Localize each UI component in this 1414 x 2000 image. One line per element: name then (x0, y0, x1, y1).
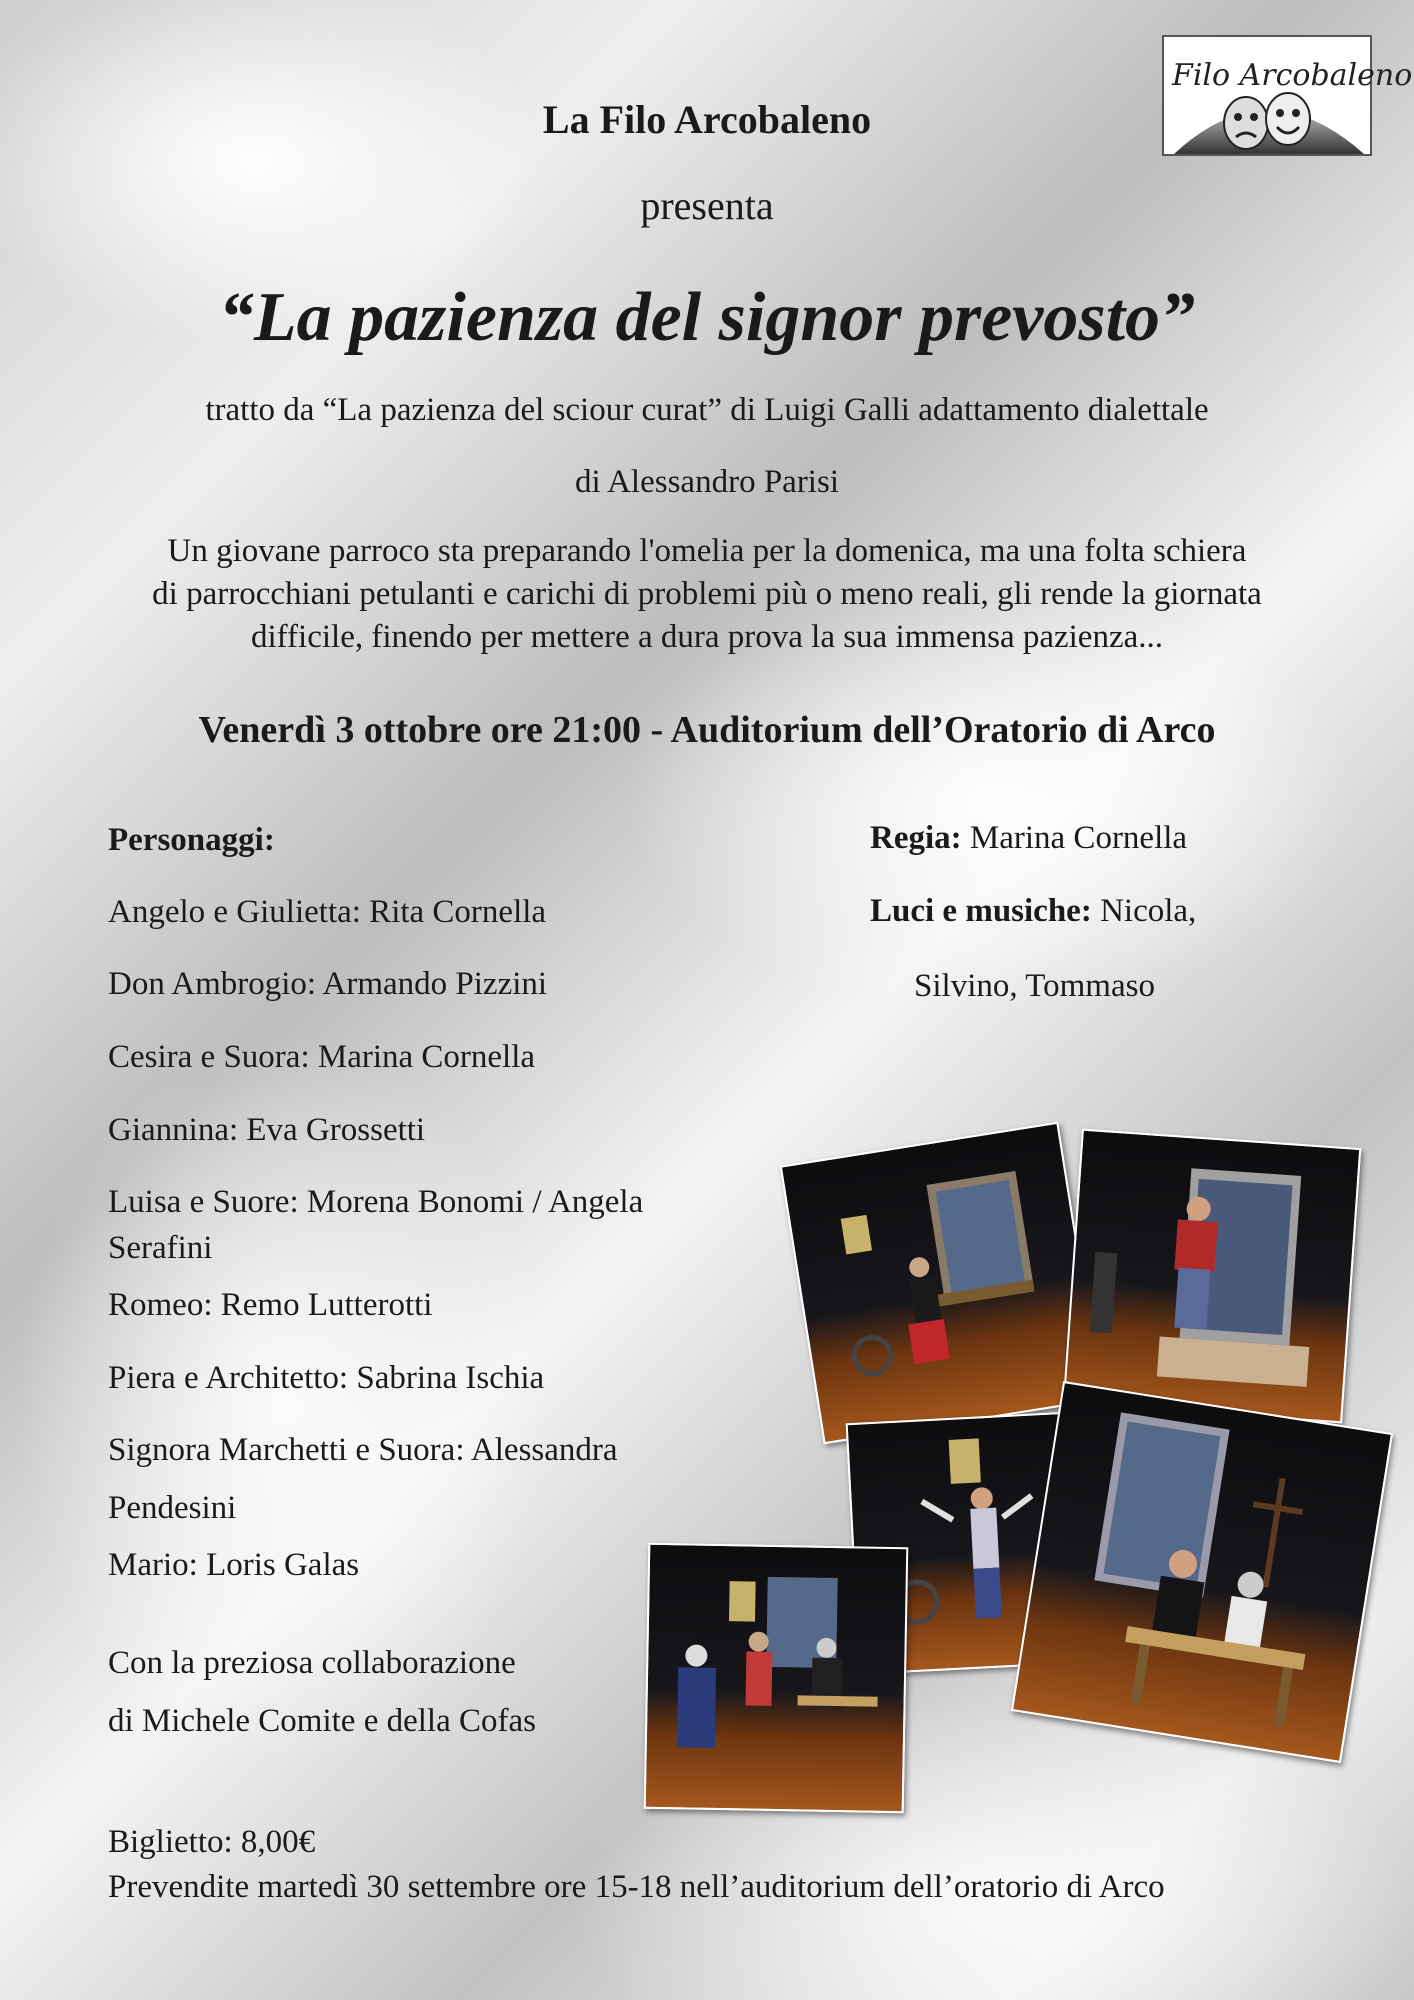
cast-item: Piera e Architetto: Sabrina Ischia (108, 1360, 545, 1396)
stage-photo-2 (1063, 1129, 1362, 1424)
collaboration-line: Con la preziosa collaborazione (108, 1645, 516, 1681)
presale-info: Prevendite martedì 30 settembre ore 15-18 nell’auditorium dell’oratorio di Arco (108, 1869, 1165, 1905)
cast-item: Signora Marchetti e Suora: Alessandra (108, 1432, 618, 1468)
play-adapter: di Alessandro Parisi (575, 464, 839, 500)
director-credit (870, 820, 1187, 857)
cast-item: Pendesini (108, 1490, 237, 1526)
ticket-price: Biglietto: 8,00€ (108, 1824, 316, 1860)
cast-item: Serafini (108, 1230, 213, 1266)
stage-photo-5 (644, 1543, 909, 1813)
director-value: Marina Cornella (961, 820, 1188, 856)
description-line: difficile, finendo per mettere a dura prova la sua immensa pazienza... (251, 619, 1163, 655)
stage-photo-1 (780, 1122, 1103, 1445)
cast-item: Mario: Loris Galas (108, 1547, 360, 1583)
cast-item: Luisa e Suore: Morena Bonomi / Angela (108, 1184, 644, 1220)
cast-item: Romeo: Remo Lutterotti (108, 1287, 433, 1323)
lights-music-credit (870, 893, 1196, 930)
lights-music-value-cont: Silvino, Tommaso (914, 968, 1155, 1004)
presents-label: presenta (640, 183, 774, 228)
cast-item: Giannina: Eva Grossetti (108, 1112, 426, 1148)
collaboration-line: di Michele Comite e della Cofas (108, 1703, 536, 1739)
play-description (100, 530, 1314, 659)
cast-item: Cesira e Suora: Marina Cornella (108, 1039, 536, 1075)
play-title: “La pazienza del signor prevosto” (218, 279, 1196, 356)
logo-text: Filo Arcobaleno (1172, 58, 1413, 93)
director-label: Regia: (870, 820, 962, 856)
company-name: La Filo Arcobaleno (542, 97, 872, 142)
lights-music-value: Nicola, (1091, 893, 1197, 929)
lights-music-label: Luci e musiche: (870, 893, 1092, 929)
description-line: di parrocchiani petulanti e carichi di problemi più o meno reali, gli rende la giornata (152, 576, 1262, 612)
play-source: tratto da “La pazienza del sciour curat” di Luigi Galli adattamento dialettale (205, 392, 1209, 428)
cast-item: Don Ambrogio: Armando Pizzini (108, 966, 548, 1002)
cast-item: Angelo e Giulietta: Rita Cornella (108, 894, 547, 930)
description-line: Un giovane parroco sta preparando l'omelia per la domenica, ma una folta schiera (167, 533, 1247, 569)
stage-photo-4 (1011, 1381, 1393, 1763)
event-date-venue: Venerdì 3 ottobre ore 21:00 - Auditorium dell’Oratorio di Arco (198, 709, 1216, 751)
cast-heading: Personaggi: (108, 822, 275, 858)
